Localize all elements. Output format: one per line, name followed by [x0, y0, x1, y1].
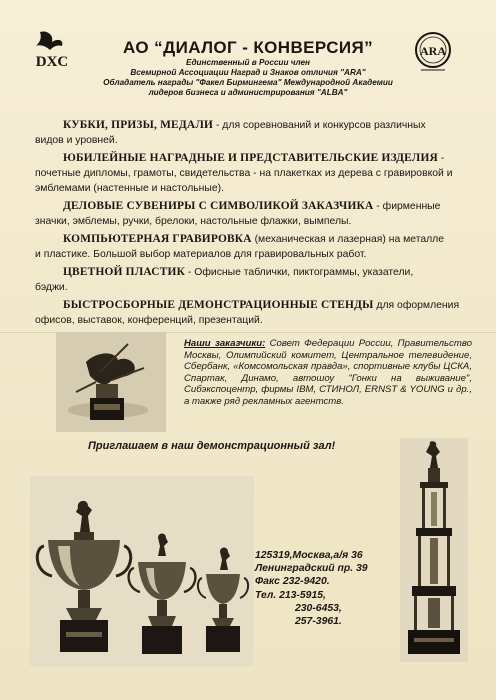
address-line: Тел. 213-5915,	[255, 589, 326, 601]
services-list	[35, 118, 463, 331]
company-title: АО “ДИАЛОГ - КОНВЕРСИЯ”	[122, 38, 374, 57]
service-text: - фирменные	[373, 201, 441, 212]
service-item	[35, 199, 463, 229]
service-text: - Офисные таблички, пиктограммы, указатели,	[185, 267, 414, 278]
address-line: 125319,Москва,а/я 36	[255, 550, 363, 561]
service-text: для оформления	[373, 300, 460, 311]
service-text-cont: значки, эмблемы, ручки, брелоки, настольные флажки, вымпелы.	[35, 216, 352, 227]
ara-logo-text: ARA	[420, 44, 446, 58]
service-item	[35, 265, 463, 295]
company-subtitle	[100, 58, 396, 98]
address-line: Ленинградский пр. 39	[255, 563, 368, 575]
service-item	[35, 232, 463, 262]
service-heading: КУБКИ, ПРИЗЫ, МЕДАЛИ	[63, 119, 214, 131]
subtitle-line: Единственный в России член	[186, 58, 310, 67]
invite-line: Приглашаем в наш демонстрационный зал!	[88, 440, 336, 452]
service-text: (механическая и лазерная) на металле	[251, 234, 445, 245]
service-heading: ДЕЛОВЫЕ СУВЕНИРЫ С СИМВОЛИКОЙ ЗАКАЗЧИКА	[63, 200, 374, 212]
service-text-cont: офисов, выставок, конференций, презентаций.	[35, 315, 263, 326]
tower-trophy-photo	[400, 438, 468, 662]
address-line: 230-6453,	[295, 602, 342, 614]
figurine-trophy-photo	[56, 332, 166, 432]
service-heading: ЦВЕТНОЙ ПЛАСТИК	[63, 266, 186, 278]
service-item	[35, 118, 463, 148]
subtitle-line: Обладатель награды "Факел Бирмингема" Международной Академии	[103, 78, 393, 87]
service-heading: КОМПЬЮТЕРНАЯ ГРАВИРОВКА	[63, 233, 252, 245]
subtitle-line: Всемирной Ассоциации Наград и Знаков отличия "ARA"	[130, 68, 366, 77]
service-item	[35, 151, 463, 196]
subtitle-line: лидеров бизнеса и администрирования "ALBA"	[148, 88, 348, 97]
clients-label: Наши заказчики:	[184, 338, 266, 349]
service-item	[35, 298, 463, 328]
service-text: - для соревнований и конкурсов различных	[213, 120, 426, 131]
contact-address	[255, 549, 395, 628]
service-text-cont: почетные дипломы, грамоты, свидетельства - на плакетках из дерева с гравировкой и эмблемами (настенные и настольные).	[35, 168, 453, 194]
address-line: 257-3961.	[295, 616, 342, 628]
clients-text: Совет Федерации России, Правительство Москвы, Олимпийский комитет, Центральное телевидение, Сбербанк, «Комсомольская правда», спортивные клубы ЦСКА, Спартак, Динамо, автошоу "Гонки на выживание", Сибэкспоцентр, фирмы IBM, СТИНОЛ, ERNST & YOUNG и др., а также ряд рекламных агентств.	[184, 338, 473, 407]
clients-paragraph	[184, 338, 472, 408]
cups-photo	[30, 476, 254, 666]
service-heading: БЫСТРОСБОРНЫЕ ДЕМОНСТРАЦИОННЫЕ СТЕНДЫ	[63, 299, 374, 311]
service-text-cont: бэджи.	[35, 282, 68, 293]
dxc-logo-text: DXC	[35, 54, 69, 70]
service-text: -	[437, 153, 445, 164]
service-heading: ЮБИЛЕЙНЫЕ НАГРАДНЫЕ И ПРЕДСТАВИТЕЛЬСКИЕ ИЗДЕЛИЯ	[63, 152, 438, 164]
service-text-cont: видов и уровней.	[35, 135, 118, 146]
service-text-cont: и пластике. Большой выбор материалов для гравировальных работ.	[35, 249, 367, 260]
address-line: Факс 232-9420.	[255, 576, 330, 588]
